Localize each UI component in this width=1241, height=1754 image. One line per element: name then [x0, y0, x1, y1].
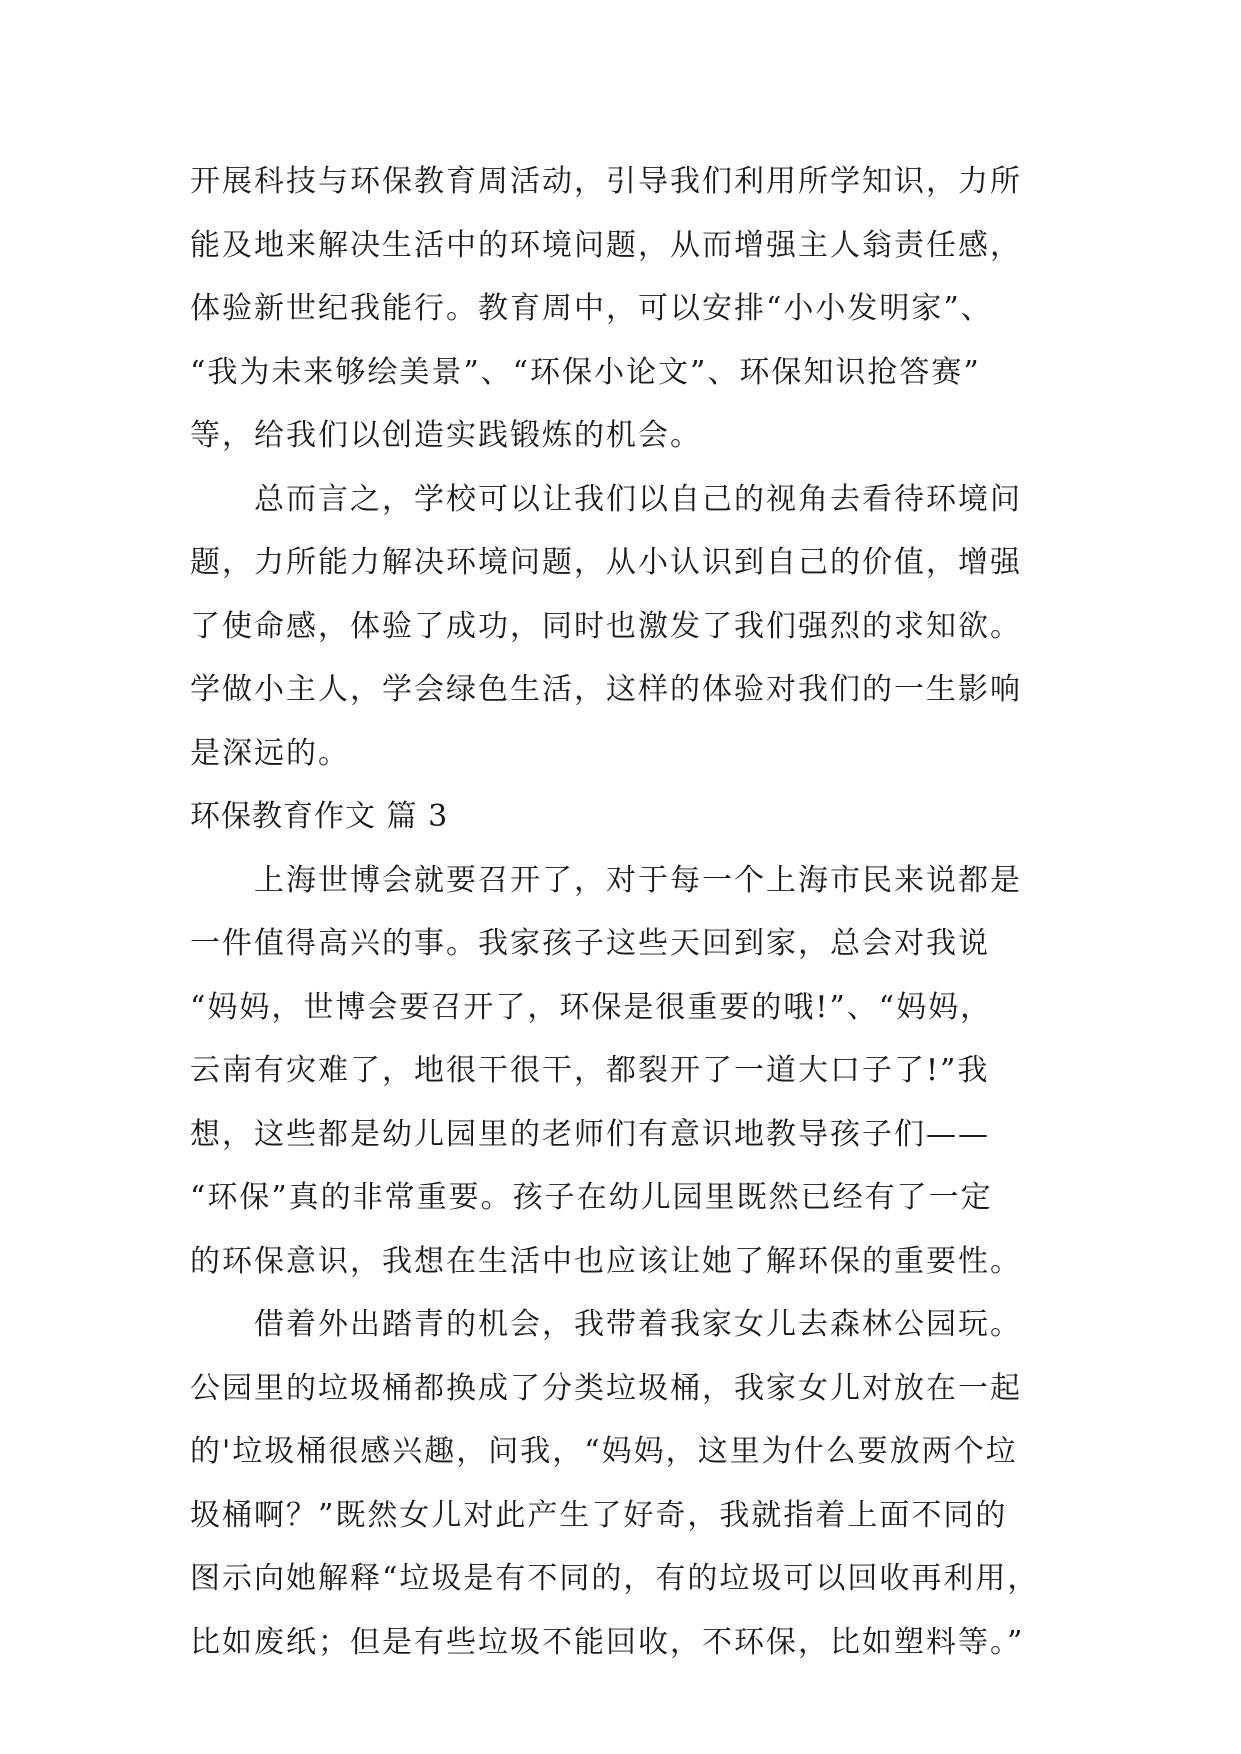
text-line: 想，这些都是幼儿园里的老师们有意识地教导孩子们——: [190, 1116, 990, 1152]
text-line: “妈妈，世博会要召开了，环保是很重要的哦!”、“妈妈，: [190, 989, 993, 1025]
text-line: 的环保意识，我想在生活中也应该让她了解环保的重要性。: [190, 1243, 1022, 1279]
section-heading: 环保教育作文 篇 3: [190, 799, 449, 834]
text-line: 借着外出踏青的机会，我带着我家女儿去森林公园玩。: [190, 1307, 1022, 1342]
text-line: 云南有灾难了，地很干很干，都裂开了一道大口子了!”我: [190, 1053, 990, 1088]
text-line: 公园里的垃圾桶都换成了分类垃圾桶，我家女儿对放在一起: [190, 1370, 1022, 1406]
text-line: 一件值得高兴的事。我家孩子这些天回到家，总会对我说: [190, 926, 990, 961]
text-line: 是深远的。: [190, 735, 350, 771]
text-line: 等，给我们以创造实践锻炼的机会。: [190, 418, 702, 453]
text-line: 上海世博会就要召开了，对于每一个上海市民来说都是: [190, 862, 1022, 898]
text-line: 体验新世纪我能行。教育周中，可以安排“小小发明家”、: [190, 291, 993, 326]
text-line: 题，力所能力解决环境问题，从小认识到自己的价值，增强: [190, 545, 1022, 580]
text-line: 图示向她解释“垃圾是有不同的，有的垃圾可以回收再利用，: [190, 1561, 1040, 1596]
text-line: 了使命感，体验了成功，同时也激发了我们强烈的求知欲。: [190, 608, 1022, 644]
text-line: “我为未来够绘美景”、“环保小论文”、环保知识抢答赛”: [190, 354, 981, 390]
text-line: “环保”真的非常重要。孩子在幼儿园里既然已经有了一定: [190, 1180, 993, 1215]
text-line: 的'垃圾桶很感兴趣，问我，“妈妈，这里为什么要放两个垃: [190, 1434, 1018, 1469]
text-line: 圾桶啊？”既然女儿对此产生了好奇，我就指着上面不同的: [190, 1497, 1008, 1533]
text-line: 学做小主人，学会绿色生活，这样的体验对我们的一生影响: [190, 672, 1022, 707]
document-body: [190, 150, 1070, 1674]
text-line: 总而言之，学校可以让我们以自己的视角去看待环境问: [190, 481, 1022, 517]
text-line: 能及地来解决生活中的环境问题，从而增强主人翁责任感，: [190, 227, 1022, 263]
text-line: 比如废纸；但是有些垃圾不能回收，不环保，比如塑料等。”: [190, 1624, 1025, 1660]
text-line: 开展科技与环保教育周活动，引导我们利用所学知识，力所: [190, 164, 1022, 199]
